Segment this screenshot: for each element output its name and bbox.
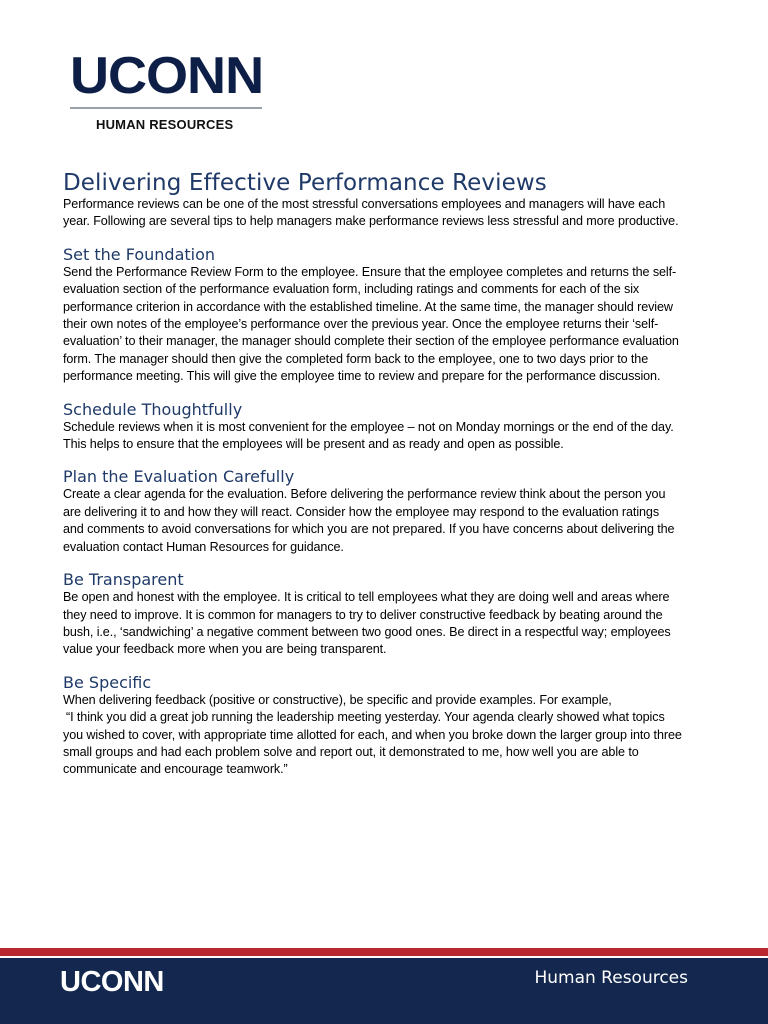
section-set-the-foundation (63, 245, 683, 386)
section-plan-the-evaluation (63, 467, 683, 556)
section-schedule-thoughtfully (63, 400, 683, 454)
section-heading: Be Specific (63, 672, 152, 692)
footer-bar (0, 958, 768, 1024)
section-be-specific (63, 673, 683, 779)
logo-subtitle: HUMAN RESOURCES (96, 117, 234, 132)
logo-divider (70, 107, 262, 109)
footer-label: Human Resources (534, 968, 688, 988)
section-heading: Be Transparent (63, 570, 184, 590)
section-heading: Plan the Evaluation Carefully (63, 467, 295, 487)
footer-accent-stripe (0, 948, 768, 956)
example-quote: “I think you did a great job running the leadership meeting yesterday. Your agenda clearly showed what topics you wished to cover, with appropriate time allotted for each, and when you broke down the larger group into three small groups and had each problem solve and report out, it demonstrated to me, how well you are able to communicate and encourage teamwork.” (63, 710, 682, 777)
section-body: When delivering feedback (positive or constructive), be specific and provide examples. For example, (63, 692, 612, 707)
section-heading: Set the Foundation (63, 244, 216, 264)
document-body (63, 170, 683, 779)
section-heading: Schedule Thoughtfully (63, 399, 243, 419)
intro-paragraph: Performance reviews can be one of the most stressful conversations employees and managers will have each year. Following are several tips to help managers make performance reviews less stressful and more productive. (63, 197, 679, 229)
section-body: Send the Performance Review Form to the employee. Ensure that the employee completes and returns the self-evaluation section of the performance evaluation form, including ratings and comments for each of the six performance criterion in accordance with the established timeline. At the same time, the manager should review their own notes of the employee’s performance over the previous year. Once the employee returns their ‘self-evaluation’ to their manager, the manager should complete their section of the employee performance evaluation form. The manager should then give the completed form back to the employee, one to two days prior to the performance meeting. This will give the employee time to review and prepare for the performance discussion. (63, 264, 679, 384)
footer-logo: UCONN (60, 966, 164, 998)
section-be-transparent (63, 570, 683, 659)
uconn-logo (70, 47, 264, 132)
section-body: Create a clear agenda for the evaluation. Before delivering the performance review think about the person you are delivering it to and how they will react. Consider how the employee may respond to the evaluation ratings and comments to avoid conversations for which you are not prepared. If you have concerns about delivering the evaluation contact Human Resources for guidance. (63, 487, 675, 554)
page-title: Delivering Effective Performance Reviews (63, 170, 547, 196)
logo-wordmark: UCONN (70, 47, 264, 105)
section-body: Schedule reviews when it is most convenient for the employee – not on Monday mornings or the end of the day. This helps to ensure that the employees will be present and as ready and open as possible. (63, 419, 674, 452)
section-body: Be open and honest with the employee. It is critical to tell employees what they are doing well and areas where they need to improve. It is common for managers to try to deliver constructive feedback by beating around the bush, i.e., ‘sandwiching’ a negative comment between two good ones. Be direct in a respectful way; employees value your feedback more when you are being transparent. (63, 590, 671, 657)
